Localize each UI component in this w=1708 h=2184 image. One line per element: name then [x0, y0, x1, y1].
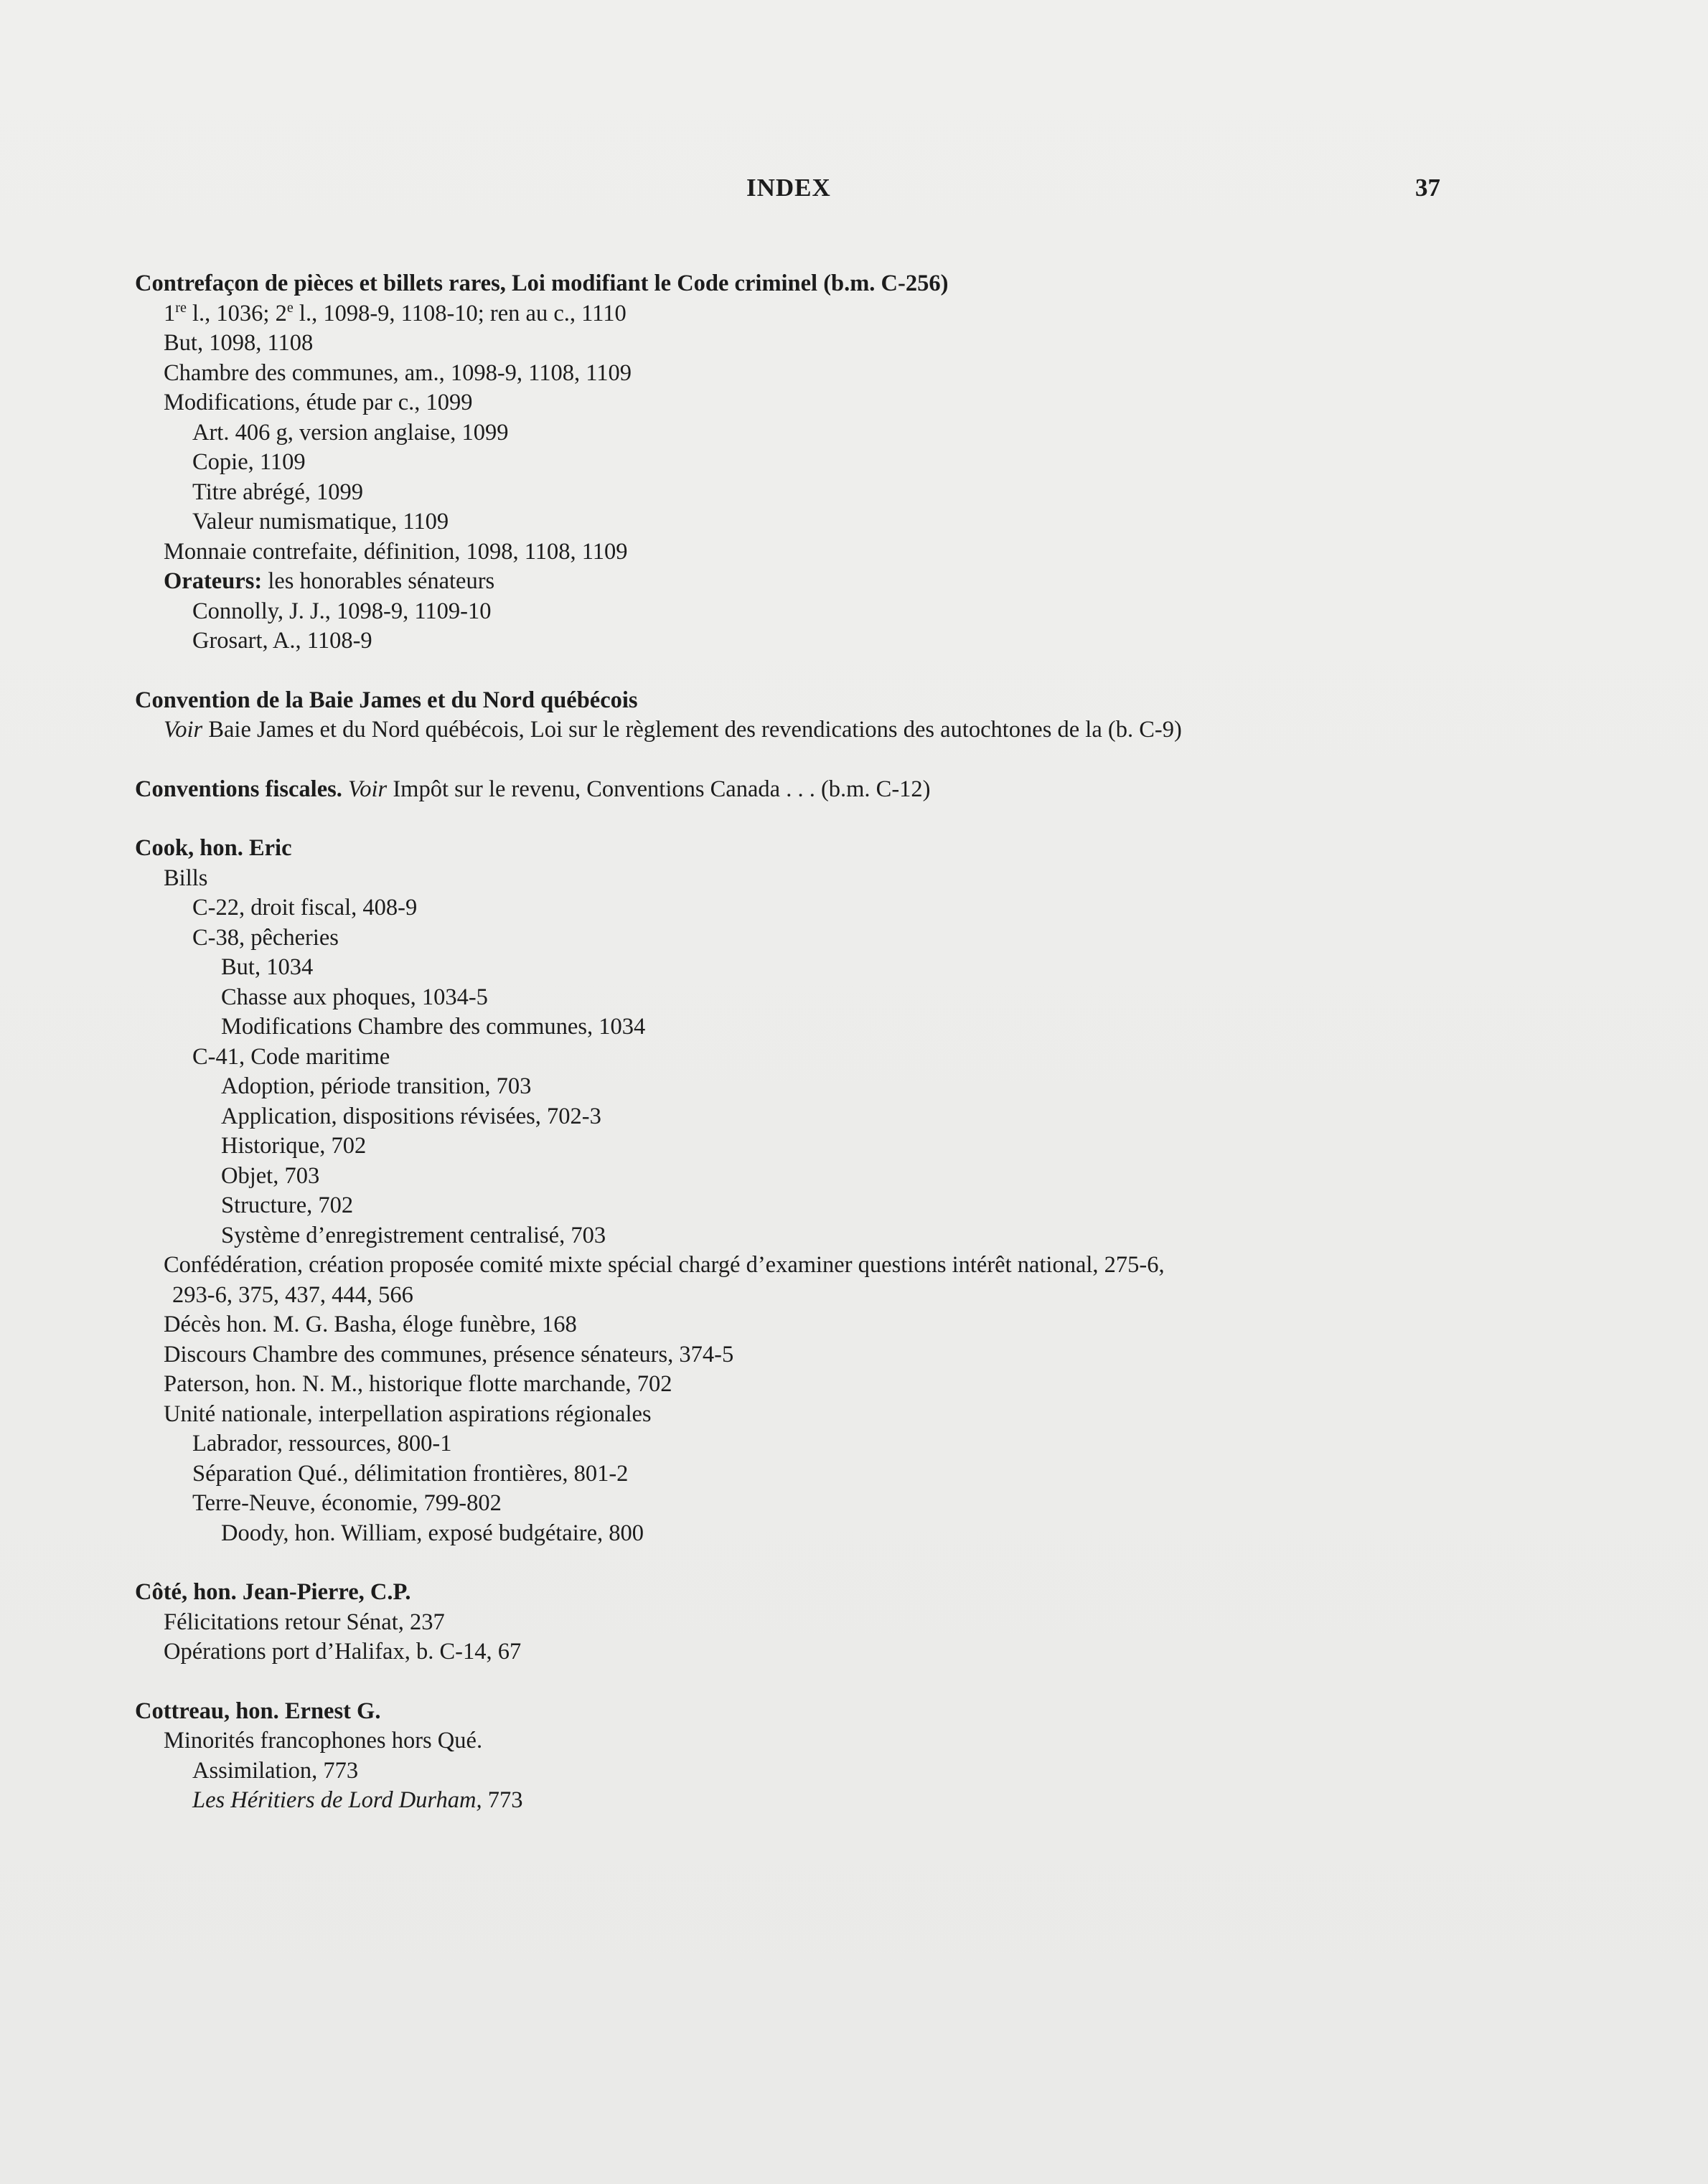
- voir-label: Voir: [164, 717, 203, 743]
- cross-reference: [135, 715, 1470, 745]
- sub-subentry: Grosart, A., 1108-9: [192, 628, 372, 654]
- index-content: [135, 269, 1470, 1845]
- index-entry-contrefacon: [135, 269, 1470, 656]
- index-entry-cottreau: [135, 1697, 1470, 1816]
- page-number: 37: [1415, 174, 1440, 202]
- subentry: Félicitations retour Sénat, 237: [164, 1609, 445, 1635]
- sub-sub-subentry: Historique, 702: [221, 1133, 367, 1159]
- subentry-orateurs: [135, 567, 1470, 597]
- sub-sub-subentry: Doody, hon. William, exposé budgétaire, 800: [221, 1520, 644, 1546]
- sub-sub-subentry: Adoption, période transition, 703: [221, 1073, 532, 1099]
- entry-heading: Cottreau, hon. Ernest G.: [135, 1698, 381, 1724]
- entry-heading: Contrefaçon de pièces et billets rares, Loi modifiant le Code criminel (b.m. C-256): [135, 270, 949, 296]
- subentry: Minorités francophones hors Qué.: [164, 1728, 483, 1754]
- sub-subentry: C-41, Code maritime: [192, 1043, 390, 1070]
- subentry: Opérations port d’Halifax, b. C-14, 67: [164, 1639, 522, 1665]
- first-reading-number: 1: [164, 300, 176, 326]
- subentry: But, 1098, 1108: [164, 330, 314, 356]
- book-title: Les Héritiers de Lord Durham,: [192, 1787, 482, 1813]
- index-entry-convention-baie-james: [135, 686, 1470, 745]
- sub-sub-subentry: Système d’enregistrement centralisé, 703: [221, 1222, 606, 1248]
- sub-sub-subentry: Objet, 703: [221, 1162, 320, 1189]
- sub-subentry: Titre abrégé, 1099: [192, 479, 363, 505]
- first-reading-pages: l., 1036;: [186, 300, 276, 326]
- sub-subentry: Séparation Qué., délimitation frontières, 801-2: [192, 1460, 629, 1487]
- page-reference: 773: [482, 1787, 523, 1813]
- subentry: Bills: [164, 865, 208, 891]
- second-reading-pages: l., 1098-9, 1108-10; ren au c., 1110: [293, 300, 627, 326]
- second-reading-superscript: e: [286, 299, 294, 316]
- entry-heading: Cook, hon. Eric: [135, 835, 292, 861]
- sub-subentry: Art. 406 g, version anglaise, 1099: [192, 419, 509, 446]
- entry-heading: Côté, hon. Jean-Pierre, C.P.: [135, 1579, 411, 1605]
- index-entry-conventions-fiscales: [135, 775, 1470, 805]
- second-reading-number: 2: [275, 300, 287, 326]
- cross-reference-text: Impôt sur le revenu, Conventions Canada . . . (b.m. C-12): [387, 776, 931, 802]
- subentry: Monnaie contrefaite, définition, 1098, 1108, 1109: [164, 538, 628, 565]
- voir-label: Voir: [348, 776, 388, 802]
- sub-subentry: C-38, pêcheries: [192, 924, 339, 951]
- sub-sub-subentry: But, 1034: [221, 954, 314, 980]
- subentry: Discours Chambre des communes, présence sénateurs, 374-5: [164, 1341, 734, 1368]
- orateurs-label: Orateurs:: [164, 568, 263, 594]
- subentry: Chambre des communes, am., 1098-9, 1108, 1109: [164, 359, 632, 386]
- sub-subentry: Connolly, J. J., 1098-9, 1109-10: [192, 598, 492, 624]
- sub-subentry: Valeur numismatique, 1109: [192, 509, 449, 535]
- running-header-title: INDEX: [746, 174, 831, 202]
- sub-subentry: Labrador, ressources, 800-1: [192, 1431, 452, 1456]
- subentry: Confédération, création proposée comité mixte spécial chargé d’examiner questions intérêt national, 275-6,: [164, 1252, 1165, 1278]
- sub-sub-subentry: Structure, 702: [221, 1192, 354, 1218]
- sub-sub-subentry: Chasse aux phoques, 1034-5: [221, 984, 488, 1010]
- subentry: Modifications, étude par c., 1099: [164, 390, 473, 415]
- sub-sub-subentry: Application, dispositions révisées, 702-3: [221, 1103, 601, 1129]
- subentry-continuation: 293-6, 375, 437, 444, 566: [172, 1281, 413, 1308]
- subentry-readings: [135, 299, 1470, 329]
- cross-reference-text: Baie James et du Nord québécois, Loi sur le règlement des revendications des autochtones de la (b. C-9): [202, 717, 1182, 743]
- entry-heading: Convention de la Baie James et du Nord québécois: [135, 687, 638, 713]
- index-entry-cote: [135, 1578, 1470, 1667]
- orateurs-text: les honorables sénateurs: [262, 568, 495, 594]
- sub-sub-subentry: Modifications Chambre des communes, 1034: [221, 1014, 646, 1040]
- sub-subentry: C-22, droit fiscal, 408-9: [192, 895, 418, 921]
- sub-subentry: Copie, 1109: [192, 449, 306, 475]
- sub-subentry: Assimilation, 773: [192, 1757, 359, 1784]
- first-reading-superscript: re: [175, 299, 187, 316]
- sub-subentry: Terre-Neuve, économie, 799-802: [192, 1490, 502, 1516]
- index-entry-cook: [135, 834, 1470, 1548]
- entry-heading: Conventions fiscales.: [135, 776, 342, 802]
- subentry: Unité nationale, interpellation aspirations régionales: [164, 1401, 652, 1427]
- entry-line: [135, 775, 1470, 805]
- subentry: Paterson, hon. N. M., historique flotte marchande, 702: [164, 1371, 672, 1397]
- subentry: Décès hon. M. G. Basha, éloge funèbre, 168: [164, 1312, 577, 1337]
- sub-subentry-heritiers: [135, 1786, 1470, 1816]
